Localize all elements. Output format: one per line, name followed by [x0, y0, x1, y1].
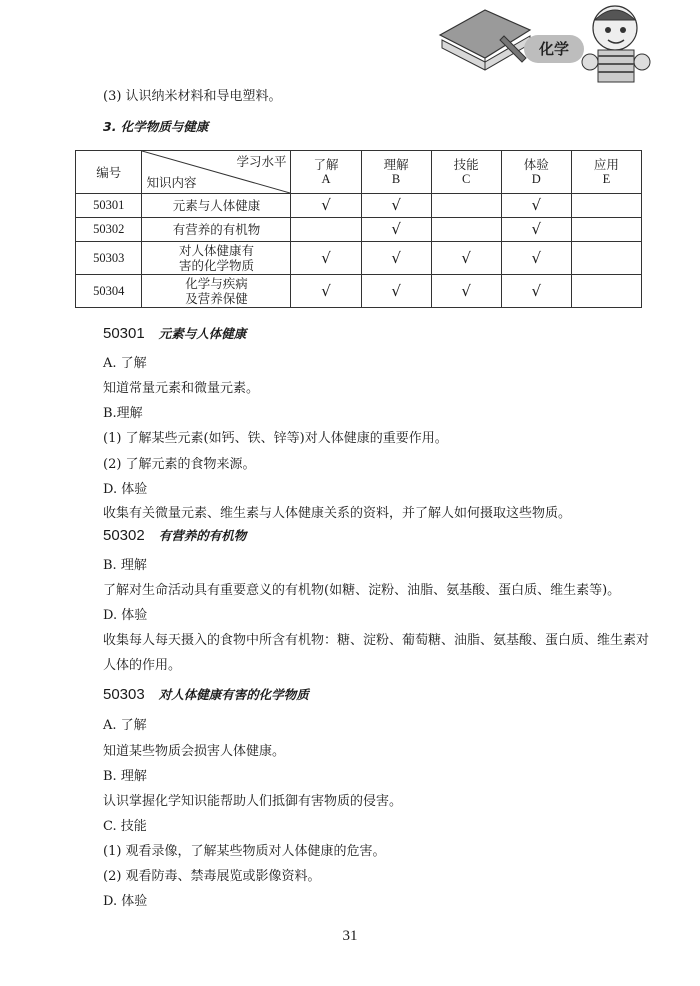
- check-mark-icon: √: [321, 281, 331, 300]
- s50301-l1: A. 了解: [103, 356, 147, 371]
- s50303-l2: 知道某些物质会损害人体健康。: [103, 744, 286, 759]
- s50301-l6: D. 体验: [103, 482, 148, 497]
- header-code: 编号: [76, 151, 142, 194]
- level-cell: [291, 218, 361, 242]
- s50301-l3: B.理解: [103, 406, 143, 421]
- level-cell: [291, 275, 361, 308]
- level-cell: [431, 275, 501, 308]
- intro-line: (3) 认识纳米材料和导电塑料。: [103, 89, 282, 104]
- level-cell: [431, 242, 501, 275]
- s50302-l5: 人体的作用。: [103, 658, 182, 673]
- row-content: [142, 275, 291, 308]
- level-cell: [501, 242, 571, 275]
- level-cell: [361, 275, 431, 308]
- level-D: 体验 D: [501, 151, 571, 194]
- section-50302-title: 50302 有营养的有机物: [103, 527, 247, 544]
- row-content: [142, 218, 291, 242]
- check-mark-icon: √: [391, 220, 401, 238]
- level-cell: [501, 275, 571, 308]
- row-code: 50303: [76, 242, 142, 275]
- check-mark-icon: √: [391, 196, 401, 214]
- row-content-line: 对人体健康有: [178, 243, 254, 258]
- check-mark-icon: √: [531, 196, 542, 214]
- level-cell: [361, 194, 431, 218]
- row-content-line: 化学与疾病: [185, 276, 248, 291]
- s50301-l2: 知道常量元素和微量元素。: [103, 381, 260, 396]
- s50303-l8: D. 体验: [103, 894, 148, 909]
- level-cell: [571, 218, 641, 242]
- check-mark-icon: √: [391, 248, 401, 267]
- header-level: 学习水平: [236, 154, 287, 169]
- s50302-l2: 了解对生命活动具有重要意义的有机物(如糖、淀粉、油脂、氨基酸、蛋白质、维生素等)。: [103, 583, 621, 598]
- table-row: [76, 194, 642, 218]
- section-50301-title: 50301 元素与人体健康: [103, 325, 247, 342]
- check-mark-icon: √: [321, 248, 331, 267]
- level-cell: [501, 218, 571, 242]
- row-content-line: 害的化学物质: [178, 258, 254, 273]
- level-B: 理解 B: [361, 151, 431, 194]
- standards-table: [75, 150, 642, 308]
- level-cell: [571, 242, 641, 275]
- check-mark-icon: √: [321, 196, 331, 214]
- s50303-l7: (2) 观看防毒、禁毒展览或影像资料。: [103, 869, 321, 884]
- s50303-l6: (1) 观看录像，了解某些物质对人体健康的危害。: [103, 844, 386, 859]
- level-cell: [361, 218, 431, 242]
- check-mark-icon: √: [461, 281, 471, 300]
- s50303-l4: 认识掌握化学知识能帮助人们抵御有害物质的侵害。: [103, 794, 403, 809]
- level-cell: [291, 194, 361, 218]
- level-cell: [431, 194, 501, 218]
- table-body: [76, 194, 642, 308]
- section-50303-title: 50303 对人体健康有害的化学物质: [103, 686, 309, 703]
- level-E: 应用 E: [571, 151, 641, 194]
- row-code: 50304: [76, 275, 142, 308]
- row-content: [142, 194, 291, 218]
- s50302-l1: B. 理解: [103, 558, 147, 573]
- level-A: 了解 A: [291, 151, 361, 194]
- row-content: [142, 242, 291, 275]
- table-header-row: [76, 151, 642, 194]
- s50301-l4: (1) 了解某些元素(如钙、铁、锌等)对人体健康的重要作用。: [103, 431, 448, 446]
- level-cell: [571, 275, 641, 308]
- table-row: [76, 218, 642, 242]
- row-code: 50302: [76, 218, 142, 242]
- check-mark-icon: √: [531, 248, 542, 267]
- s50302-l4: 收集每人每天摄入的食物中所含有机物：糖、淀粉、葡萄糖、油脂、氨基酸、蛋白质、维生素对: [103, 633, 650, 648]
- row-code: 50301: [76, 194, 142, 218]
- table-row: [76, 242, 642, 275]
- table-row: [76, 275, 642, 308]
- subject-badge: 化学: [524, 35, 584, 63]
- level-cell: [431, 218, 501, 242]
- s50303-l3: B. 理解: [103, 769, 147, 784]
- page-number: 31: [342, 928, 358, 944]
- level-cell: [291, 242, 361, 275]
- s50303-l5: C. 技能: [103, 819, 147, 834]
- check-mark-icon: √: [531, 220, 542, 238]
- level-C: 技能 C: [431, 151, 501, 194]
- s50301-l5: (2) 了解元素的食物来源。: [103, 457, 256, 472]
- s50302-l3: D. 体验: [103, 608, 148, 623]
- check-mark-icon: √: [531, 281, 542, 300]
- check-mark-icon: √: [461, 248, 471, 267]
- level-cell: [361, 242, 431, 275]
- s50301-l7: 收集有关微量元素、维生素与人体健康关系的资料，并了解人如何摄取这些物质。: [103, 506, 572, 521]
- level-cell: [571, 194, 641, 218]
- s50303-l1: A. 了解: [103, 718, 147, 733]
- section-title: 3. 化学物质与健康: [103, 119, 209, 134]
- header-diagonal-cell: [142, 151, 291, 194]
- row-content-line: 及营养保健: [185, 291, 248, 306]
- row-content-line: 元素与人体健康: [172, 198, 261, 213]
- row-content-line: 有营养的有机物: [172, 222, 261, 237]
- check-mark-icon: √: [391, 281, 401, 300]
- level-cell: [501, 194, 571, 218]
- header-content: 知识内容: [146, 175, 197, 190]
